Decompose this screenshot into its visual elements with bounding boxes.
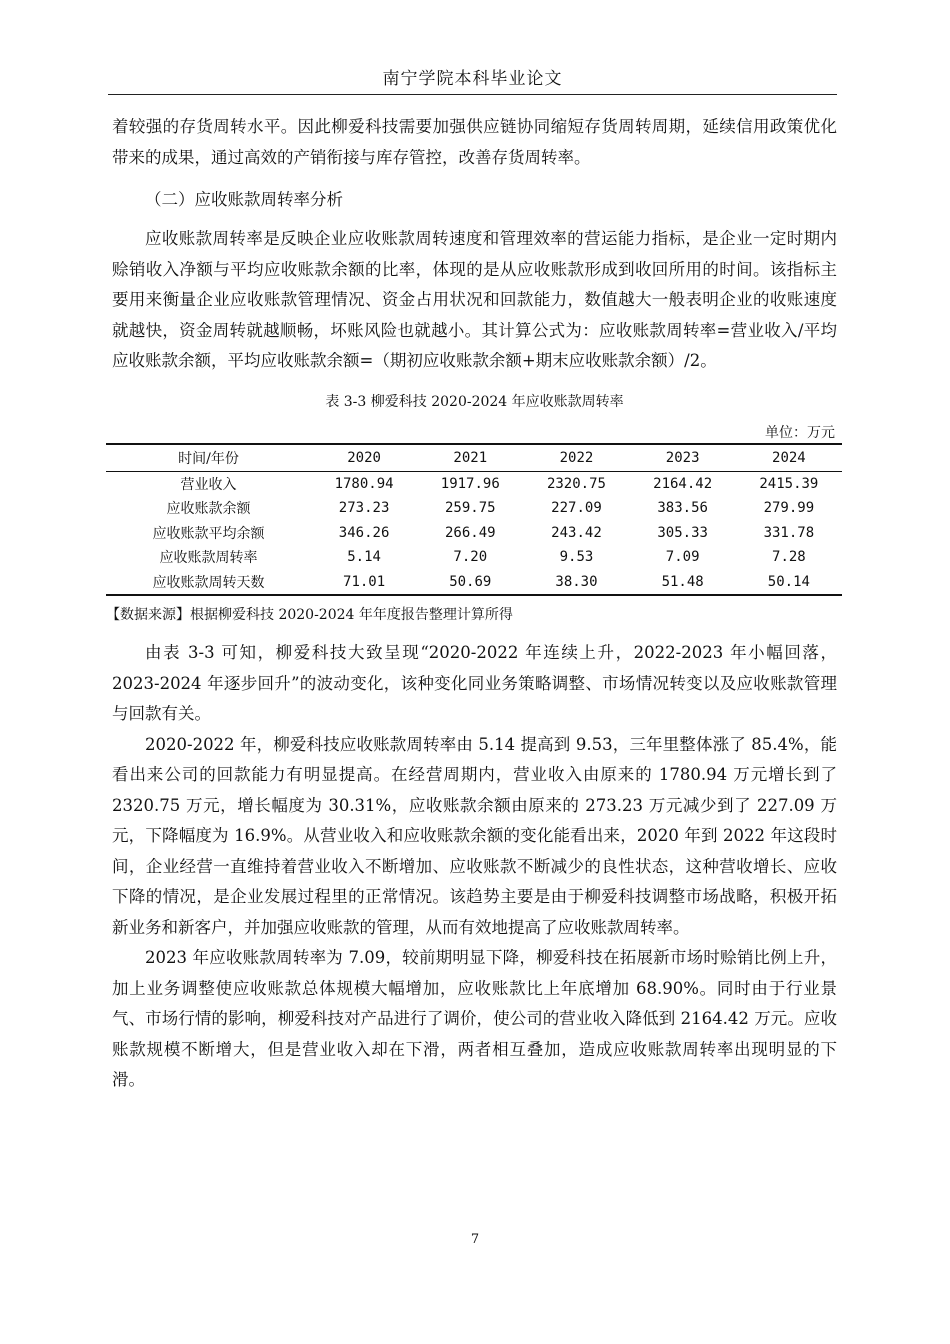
- paragraph-definition: 应收账款周转率是反映企业应收账款周转速度和管理效率的营运能力指标，是企业一定时期内赊销收入净额与平均应收账款余额的比率，体现的是从应收账款形成到收回所用的时间。该指标主要用来衡量企业应收账款管理情况、资金占用状况和回款能力，数值越大一般表明企业的收账速度就越快，资金周转就越顺畅，坏账风险也就越小。其计算公式为：应收账款周转率=营业收入/平均应收账款余额，平均应收账款余额=（期初应收账款余额+期末应收账款余额）/2。: [112, 229, 837, 370]
- table-cell: 243.42: [551, 524, 602, 541]
- table-cell: 9.53: [559, 549, 594, 566]
- table-cell: 50.14: [736, 570, 842, 596]
- table-cell: 331.78: [763, 524, 815, 541]
- table-header-year: 2020: [311, 444, 417, 472]
- table-header-year: 2021: [417, 444, 523, 472]
- table-source-note: 【数据来源】根据柳爱科技 2020-2024 年年度报告整理计算所得: [106, 607, 513, 623]
- table-cell: 346.26: [338, 524, 390, 541]
- page-number: 7: [470, 1232, 480, 1247]
- receivables-turnover-table: [106, 443, 842, 597]
- table-header-row: [106, 444, 842, 472]
- table-cell: 7.09: [665, 549, 700, 566]
- table-caption: 表 3-3 柳爱科技 2020-2024 年应收账款周转率: [325, 393, 624, 410]
- table-cell: 273.23: [338, 500, 390, 517]
- table-header-label: 时间/年份: [106, 444, 311, 472]
- paragraph-2023: 2023 年应收账款周转率为 7.09，较前期明显下降，柳爱科技在拓展新市场时赊销比例上升，加上业务调整使应收账款总体规模大幅增加，应收账款比上年底增加 68.90%。同时由于行业景气、市场行情的影响，柳爱科技对产品进行了调价，使公司的营业收入降低到 2164.42 万元。应收账款规模不断增大，但是营业收入却在下滑，两者相互叠加，造成应收账款周转率出现明显的下滑。: [112, 948, 837, 1089]
- paragraph-overview: 由表 3-3 可知，柳爱科技大致呈现“2020-2022 年连续上升，2022-2023 年小幅回落，2023-2024 年逐步回升”的波动变化，该种变化同业务策略调整、市场情况转变以及应收账款管理与回款有关。: [112, 643, 837, 723]
- row-label: 营业收入: [180, 476, 237, 493]
- main-content: [106, 112, 837, 1096]
- running-header: 南宁学院本科毕业论文: [382, 69, 563, 89]
- table-cell: 227.09: [551, 500, 602, 517]
- table-cell: 71.01: [311, 570, 417, 596]
- header-rule: [108, 94, 837, 95]
- table-row: [106, 545, 842, 570]
- table-row: [106, 471, 842, 496]
- table-row: [106, 570, 842, 596]
- table-cell: 2320.75: [546, 475, 606, 492]
- table-cell: 50.69: [417, 570, 523, 596]
- table-cell: 2415.39: [759, 475, 819, 492]
- table-header-year: 2024: [736, 444, 842, 472]
- table-cell: 38.30: [523, 570, 629, 596]
- row-label: 应收账款平均余额: [152, 525, 265, 542]
- table-cell: 1780.94: [334, 475, 394, 492]
- paragraph-continuation: 着较强的存货周转水平。因此柳爱科技需要加强供应链协同缩短存货周转周期，延续信用政策优化带来的成果，通过高效的产销衔接与库存管控，改善存货周转率。: [112, 117, 837, 167]
- table-cell: 2164.42: [653, 475, 713, 492]
- table-cell: 1917.96: [440, 475, 500, 492]
- table-header-year: 2022: [523, 444, 629, 472]
- table-header-year: 2023: [630, 444, 736, 472]
- table-cell: 266.49: [444, 524, 496, 541]
- table-cell: 305.33: [657, 524, 708, 541]
- table-cell: 51.48: [630, 570, 736, 596]
- table-cell: 7.20: [453, 549, 488, 566]
- section-heading: （二）应收账款周转率分析: [145, 190, 343, 209]
- table-cell: 5.14: [347, 549, 381, 566]
- table-row: [106, 496, 842, 521]
- table-cell: 259.75: [444, 500, 496, 517]
- table-row: [106, 521, 842, 546]
- table-cell: 7.28: [772, 549, 806, 566]
- table-cell: 383.56: [657, 500, 708, 517]
- table-cell: 279.99: [763, 500, 815, 517]
- paragraph-2020-2022: 2020-2022 年，柳爱科技应收账款周转率由 5.14 提高到 9.53，三年里整体涨了 85.4%，能看出来公司的回款能力有明显提高。在经营周期内，营业收入由原来的 1780.94 万元增长到了 2320.75 万元，增长幅度为 30.31%，应收账款余额由原来的 273.23 万元减少到了 227.09 万元，下降幅度为 16.9%。从营业收入和应收账款余额的变化能看出来，2020 年到 2022 年这段时间，企业经营一直维持着营业收入不断增加、应收账款不断减少的良性状态，这种营收增长、应收下降的情况，是企业发展过程里的正常情况。该趋势主要是由于柳爱科技调整市场战略，积极开拓新业务和新客户，并加强应收账款的管理，从而有效地提高了应收账款周转率。: [112, 734, 837, 937]
- row-label: 应收账款余额: [166, 501, 251, 518]
- table-unit: 单位：万元: [765, 424, 835, 441]
- row-label: 应收账款周转率: [159, 550, 258, 567]
- row-label: 应收账款周转天数: [106, 570, 311, 596]
